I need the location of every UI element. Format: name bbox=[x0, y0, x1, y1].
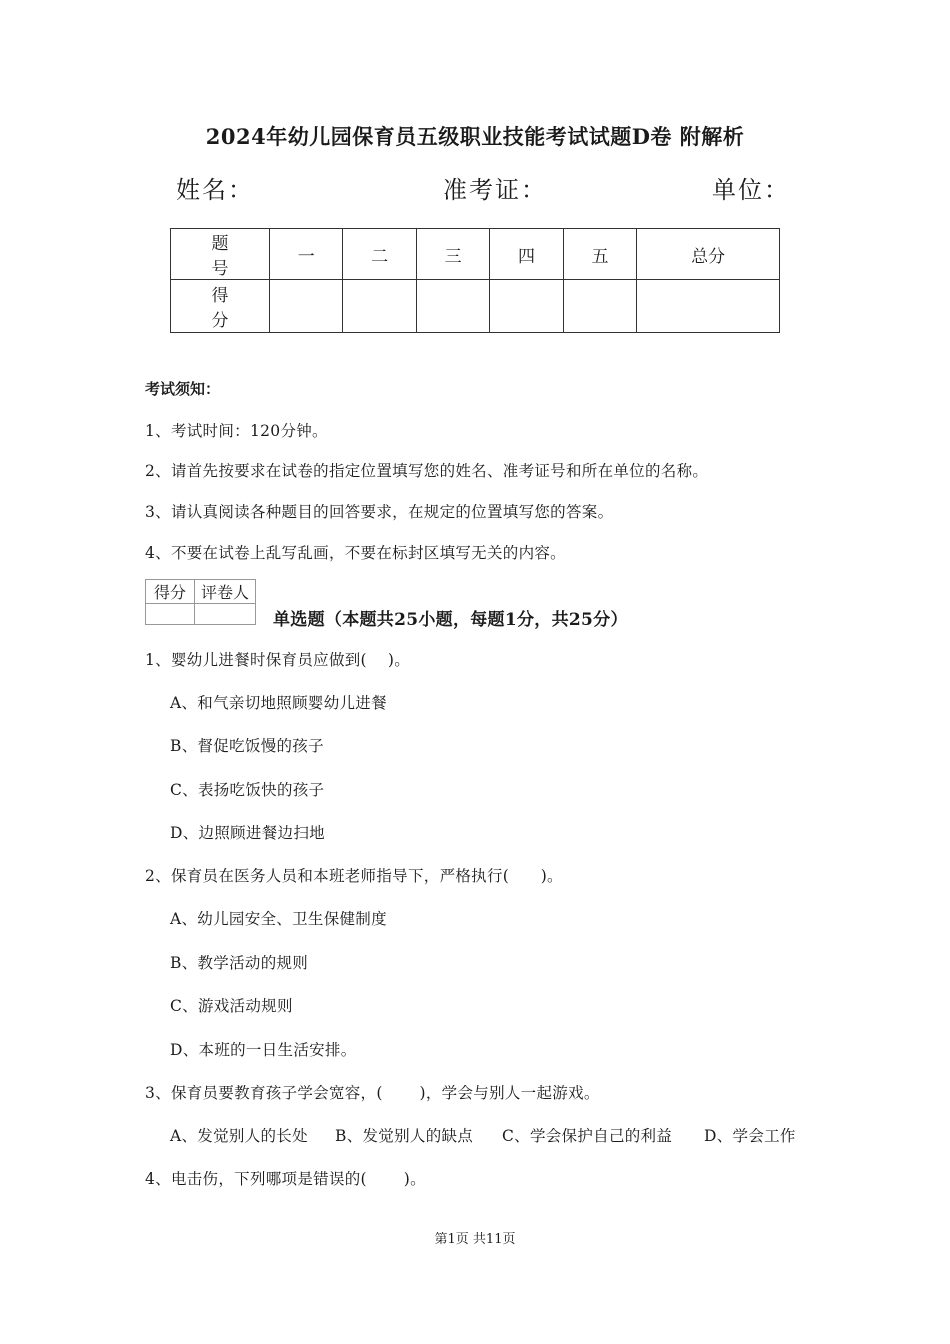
score-table-header-cell: 四 bbox=[490, 229, 563, 280]
score-cell[interactable] bbox=[270, 280, 343, 333]
score-table-score-row bbox=[171, 280, 780, 333]
score-table-header-cell: 总分 bbox=[637, 229, 780, 280]
score-cell[interactable] bbox=[563, 280, 636, 333]
notice-heading: 考试须知： bbox=[145, 380, 221, 398]
unit-label: 单位： bbox=[712, 176, 790, 204]
option-item: C、学会保护自己的利益 bbox=[502, 1127, 673, 1145]
question-text: 3、保育员要教育孩子学会宽容，( )，学会与别人一起游戏。 bbox=[145, 1084, 600, 1102]
grader-score-cell[interactable] bbox=[146, 604, 195, 625]
option-item: A、发觉别人的长处 bbox=[170, 1127, 308, 1145]
question-text: 4、电击伤，下列哪项是错误的( )。 bbox=[145, 1170, 426, 1188]
score-cell[interactable] bbox=[637, 280, 780, 333]
score-table-header-cell: 一 bbox=[270, 229, 343, 280]
score-table-header-cell: 二 bbox=[343, 229, 416, 280]
option-item: D、本班的一日生活安排。 bbox=[170, 1041, 357, 1059]
option-item: C、游戏活动规则 bbox=[170, 997, 293, 1015]
grader-name-label: 评卷人 bbox=[195, 580, 256, 604]
notice-item: 3、请认真阅读各种题目的回答要求，在规定的位置填写您的答案。 bbox=[145, 503, 614, 521]
notice-item: 4、不要在试卷上乱写乱画，不要在标封区填写无关的内容。 bbox=[145, 544, 566, 562]
notice-item: 1、考试时间：120分钟。 bbox=[145, 422, 328, 440]
page-title: 2024年幼儿园保育员五级职业技能考试试题D卷 附解析 bbox=[205, 124, 745, 149]
score-row-label: 得 分 bbox=[171, 280, 270, 333]
score-table bbox=[170, 228, 780, 333]
question-text: 2、保育员在医务人员和本班老师指导下，严格执行( )。 bbox=[145, 867, 563, 885]
score-table-header-cell: 三 bbox=[416, 229, 489, 280]
page-footer: 第1页 共11页 bbox=[434, 1232, 516, 1247]
option-item: B、督促吃饭慢的孩子 bbox=[170, 737, 324, 755]
question-text: 1、婴幼儿进餐时保育员应做到( )。 bbox=[145, 651, 411, 669]
grader-score-label: 得分 bbox=[146, 580, 195, 604]
exam-id-label: 准考证： bbox=[443, 176, 547, 204]
score-table-header-cell: 五 bbox=[563, 229, 636, 280]
option-item: B、发觉别人的缺点 bbox=[335, 1127, 474, 1145]
option-item: C、表扬吃饭快的孩子 bbox=[170, 781, 325, 799]
grader-name-cell[interactable] bbox=[195, 604, 256, 625]
score-table-header-row bbox=[171, 229, 780, 280]
option-item: D、学会工作 bbox=[704, 1127, 796, 1145]
score-cell[interactable] bbox=[490, 280, 563, 333]
section-title: 单选题（本题共25小题，每题1分，共25分） bbox=[273, 610, 628, 630]
score-cell[interactable] bbox=[343, 280, 416, 333]
grader-box bbox=[145, 579, 256, 625]
option-item: A、和气亲切地照顾婴幼儿进餐 bbox=[170, 694, 387, 712]
option-item: B、教学活动的规则 bbox=[170, 954, 309, 972]
score-table-header-cell: 题 号 bbox=[171, 229, 270, 280]
notice-item: 2、请首先按要求在试卷的指定位置填写您的姓名、准考证号和所在单位的名称。 bbox=[145, 462, 709, 480]
option-item: D、边照顾进餐边扫地 bbox=[170, 824, 325, 842]
name-label: 姓名： bbox=[176, 176, 254, 204]
option-item: A、幼儿园安全、卫生保健制度 bbox=[170, 910, 387, 928]
score-cell[interactable] bbox=[416, 280, 489, 333]
